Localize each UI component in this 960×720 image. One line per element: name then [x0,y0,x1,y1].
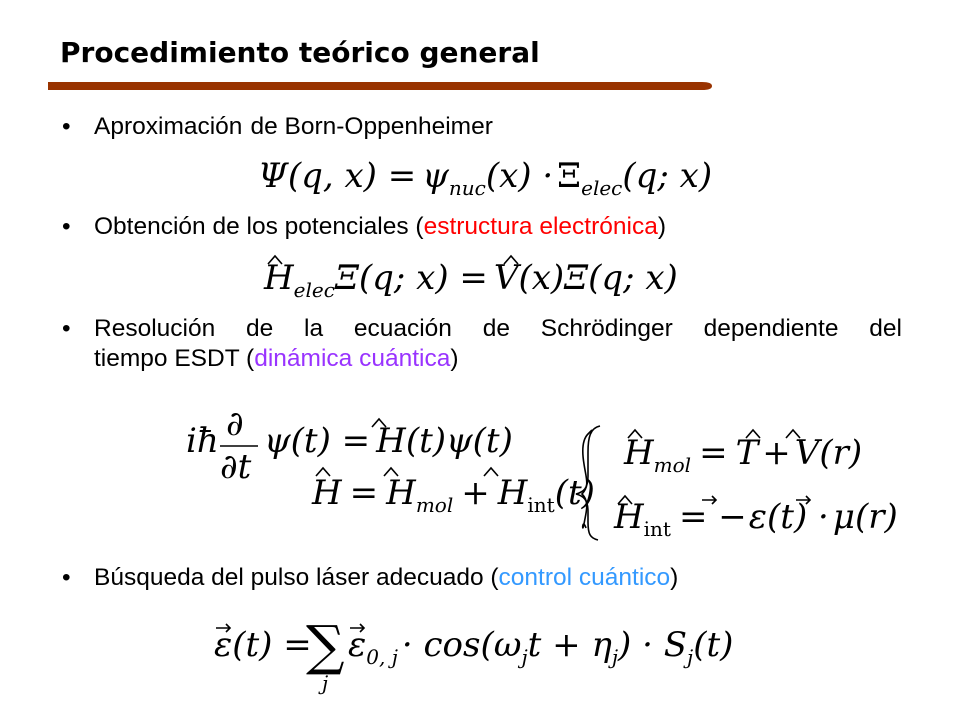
eq-fraction-numerator: ∂ [226,404,244,444]
svg-text:ε(t) = [214,625,312,665]
word: dependiente [703,315,839,342]
slide-title: Procedimiento teórico general [60,36,540,69]
eq-text: (r) [854,497,898,537]
word: ecuación [353,315,452,342]
eq-text: (r) [819,433,863,473]
eq-psi: ψ [422,156,449,196]
eq-subscript: j [611,645,619,669]
eq-text: + [461,473,490,513]
bullet-text-part: tiempo ESDT ( [94,345,255,372]
equation-h-mol [623,430,862,477]
eq-text: · cos(ω [401,625,522,665]
eq-text: ψ(t) = [264,421,371,461]
eq-fraction-denominator: ∂t [220,447,252,487]
eq-subscript: elec [581,176,623,200]
eq-epsilon: ε [348,625,367,665]
eq-T: T [735,433,759,473]
bullet-symbol: • [62,564,71,591]
highlight-quantum-dynamics: dinámica cuántica [254,345,451,372]
eq-text: Ξ(q; x) = [334,258,488,298]
highlight-quantum-control: control cuántico [498,564,671,591]
eq-H: H [376,421,406,461]
eq-text: (t) · [767,497,829,537]
svg-text:Hint= −ε(t) ·μ(r) [613,497,898,541]
eq-text: = [349,473,379,513]
equation-pulse [214,614,733,695]
eq-subscript: 0, j [366,645,398,669]
svg-text:HelecΞ(q; x) =V(x)Ξ(q; x) [263,258,678,302]
eq-text: (t)ψ(t) [405,421,513,461]
eq-subscript: j [687,645,694,669]
sum-symbol: ∑ [306,614,345,677]
eq-text: t + η [527,625,612,665]
equation-electronic [263,256,678,302]
bullet-text-part: ) [657,213,666,240]
eq-text: = [699,433,728,473]
word: la [304,315,324,342]
svg-text:Ψ(q, x) =ψnuc(x) ·Ξelec(q; x) [258,156,712,200]
svg-text:Hmol=T+V(r) [623,433,862,477]
eq-epsilon: ε [748,497,768,537]
eq-text: Ψ(q, x) = [258,156,417,196]
equation-h-int [613,496,898,541]
equation-total-hamiltonian [311,468,595,517]
bullet-symbol: • [62,315,71,342]
eq-V: V [493,258,519,298]
eq-subscript: j [521,645,528,669]
word: de [482,315,510,342]
eq-text: (t) [693,625,734,665]
eq-text: (t) = [232,625,312,665]
eq-text: + [762,433,791,473]
eq-epsilon: ε [214,625,233,665]
eq-text: = − [678,497,747,537]
bullet-text-part: Aproximación [94,113,243,140]
highlight-electronic-structure: estructura electrónica [423,213,658,240]
bullet-symbol: • [62,113,71,140]
svg-text:ψ(t) =H(t)ψ(t) [264,421,513,461]
eq-text: ) · S [618,625,687,665]
word: Schrödinger [540,315,673,342]
eq-text: (x) · [485,156,554,196]
eq-subscript: int [643,517,671,541]
eq-subscript: mol [415,493,454,517]
eq-text: (q; x) [622,156,713,196]
eq-mu: μ [832,497,855,537]
eq-H: H [497,473,528,513]
eq-subscript: mol [653,453,692,477]
bullet-text-part: ) [670,564,679,591]
eq-H: H [312,473,342,513]
eq-V: V [794,433,820,473]
eq-subscript: elec [293,278,335,302]
bullet-text-part: ) [450,345,459,372]
eq-H: H [264,258,294,298]
sum-index: j [322,671,329,695]
eq-text: (x)Ξ(q; x) [518,258,678,298]
eq-xi: Ξ [557,156,582,196]
bullet-symbol: • [62,213,71,240]
bullet-text-part: Búsqueda del pulso láser adecuado ( [94,564,499,591]
equation-born-oppenheimer [258,156,712,200]
svg-text:H=Hmol+Hint(t) [311,473,595,517]
svg-text:ε0, j· cos(ωjt + ηj) · Sj(t) [348,625,733,669]
eq-subscript: int [527,493,555,517]
bullet-text-part: de Born-Oppenheimer [250,113,493,140]
eq-H: H [614,497,644,537]
eq-text: iħ [186,421,219,461]
eq-H: H [386,473,416,513]
eq-subscript: nuc [448,176,486,200]
eq-text: (t) [554,473,595,513]
bullet-text-part: Obtención de los potenciales ( [94,213,424,240]
word: Resolución [94,315,216,342]
eq-H: H [624,433,654,473]
word: de [245,315,274,342]
word: del [869,315,902,342]
